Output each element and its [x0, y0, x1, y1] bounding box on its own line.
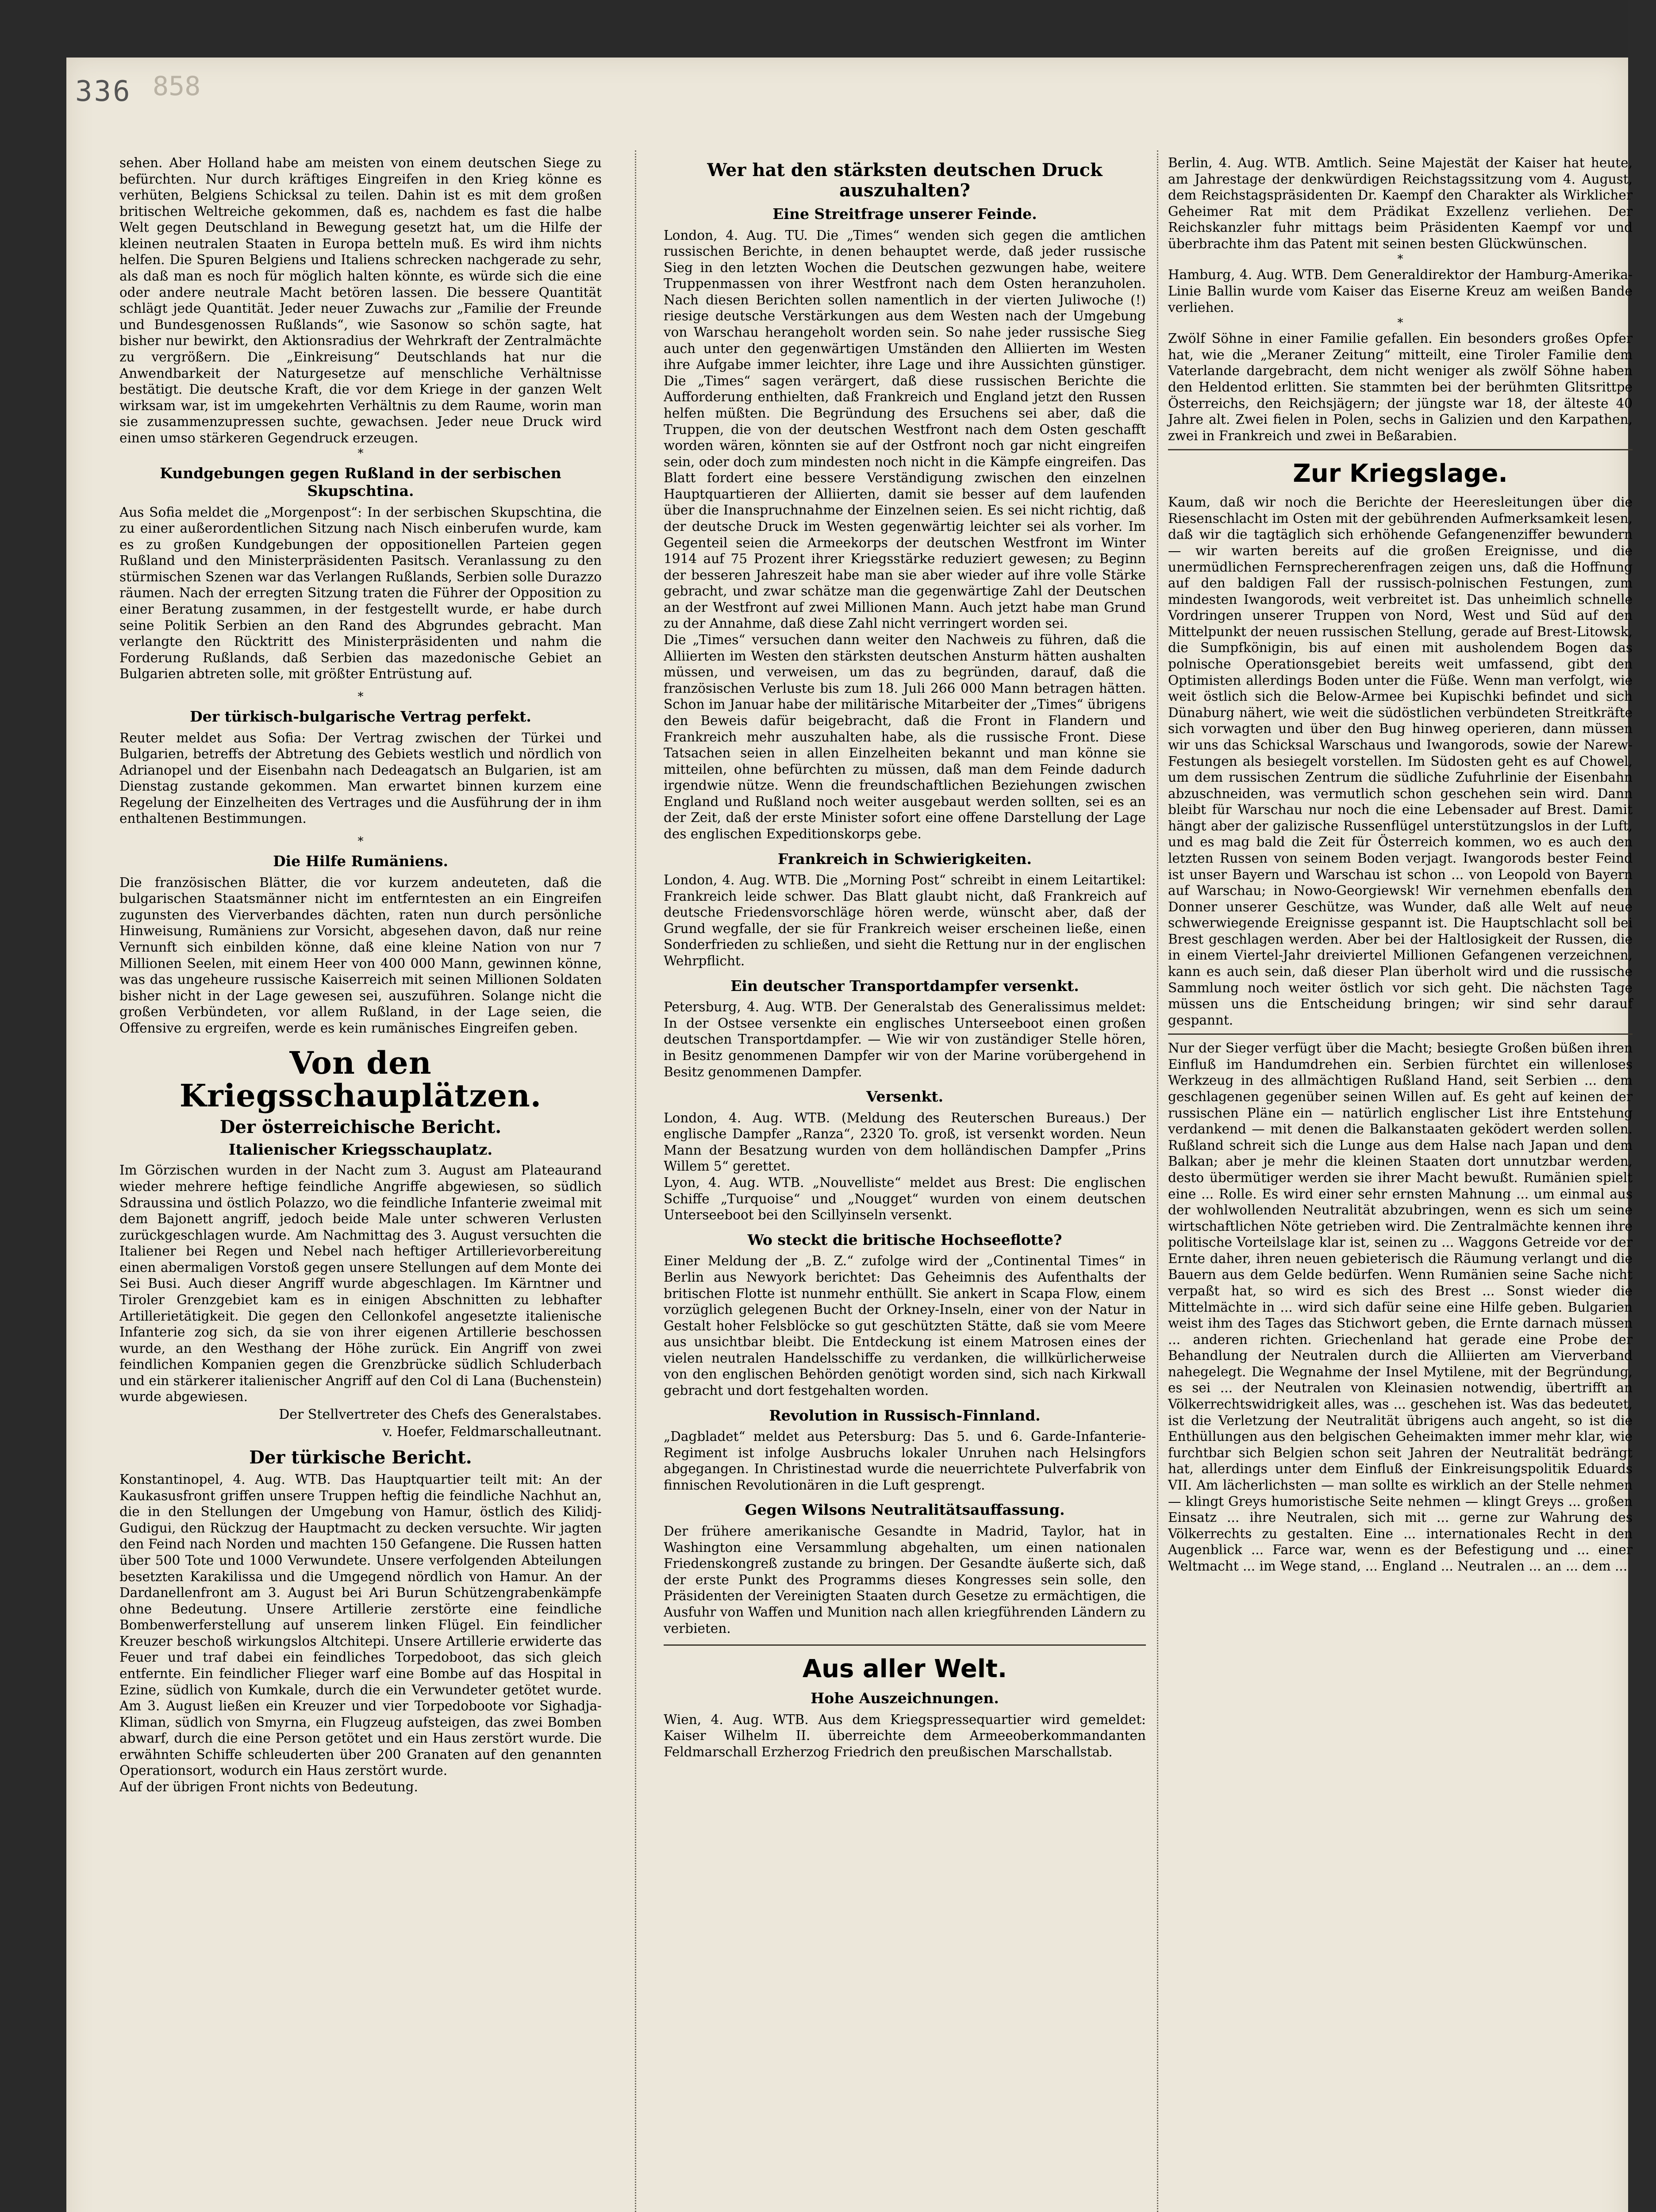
column-divider-2 [1157, 150, 1158, 2212]
intro-paragraph: sehen. Aber Holland habe am meisten von einem deutschen Siege zu befürchten. Nur durch kräftiges Eingreifen in den Krieg könne es verhüten, Belgiens Schicksal zu teilen. Dahin ist es mit dem großen britischen Weltreiche gekommen, daß es, nachdem es fast die halbe Welt gegen Deutschland in Bewegung gesetzt hat, um die Hilfe der kleinen neutralen Staaten in Europa betteln muß. Es wird ihm nichts helfen. Die Spuren Belgiens und Italiens schrecken nachgerade zu sehr, als daß man es noch für möglich halten könnte, es würde sich die eine oder andere neutrale Macht betören lassen. Die bessere Quantität schlägt jede Quantität. Jeder neuer Zuwachs zur „Familie der Freunde und Bundesgenossen Rußlands“, wie Sasonow so schön sagte, hat bisher nur bewirkt, den Aktionsradius der Wehrkraft der Zentralmächte zu vergrößern. Die „Einkreisung“ Deutschlands hat nur die Anwendbarkeit der Naturgesetze auf menschliche Verhältnisse bestätigt. Die deutsche Kraft, die vor dem Kriege in der ganzen Welt wirksam war, ist im umgekehrten Verhältnis zu dem Raume, worin man sie zusammenzupressen suchte, gewachsen. Jeder neue Druck wird einen umso stärkeren Gegendruck erzeugen. [119, 155, 602, 445]
article-body: Im Görzischen wurden in der Nacht zum 3. August am Plateaurand wieder mehrere heftige feindliche Angriffe abgewiesen, so südlich Sdraussina und östlich Polazzo, wo die feindliche Infanterie zweimal mit dem Bajonett angriff, jedoch beide Male unter schweren Verlusten zurückgeschlagen wurde. Am Nachmittag des 3. August versuchten die Italiener bei Regen und Nebel nach heftiger Artillerievorbereitung einen abermaligen Vorstoß gegen unsere Stellungen auf dem Monte dei Sei Busi. Auch dieser Angriff wurde abgeschlagen. Im Kärntner und Tiroler Grenzgebiet kam es in einigen Abschnitten zu lebhafter Artillerietätigkeit. Die gegen den Cellonkofel angesetzte italienische Infanterie zog sich, da sie von ihrer eigenen Artillerie beschossen wurde, an den Westhang der Höhe zurück. Ein Angriff von zwei feindlichen Kompanien gegen die Grenzbrücke südlich Schluderbach und ein stärkerer italienischer Angriff auf den Col di Lana (Buchenstein) wurde abgewiesen. [119, 1163, 602, 1405]
article-body: Aus Sofia meldet die „Morgenpost“: In der serbischen Skupschtina, die zu einer außerordentlichen Sitzung nach Nisch einberufen wurde, kam es zu großen Kundgebungen der oppositionellen Parteien gegen Rußland und den Ministerpräsidenten Pasitsch. Veranlassung zu den stürmischen Szenen war das Verlangen Rußlands, Serbien solle Durazzo räumen. Nach der erregten Sitzung traten die Führer der Opposition zu einer Beratung zusammen, in der festgestellt wurde, er habe durch seine Politik Serbien an den Rand des Abgrundes gebracht. Man verlangte den Rücktritt des Ministerpräsidenten und nahm die Forderung Rußlands, daß Serbien das mazedonische Gebiet an Bulgarien abtreten solle, mit größter Entrüstung auf. [119, 504, 602, 682]
article-heading: Der türkisch-bulgarische Vertrag perfekt. [190, 707, 531, 725]
article-body: London, 4. Aug. TU. Die „Times“ wenden sich gegen die amtlichen russischen Berichte, in denen behauptet werde, daß jeder russische Sieg in den letzten Wochen die Deutschen gezwungen habe, weitere Truppenmassen von ihrer Westfront nach dem Osten heranzuholen. Nach diesen Berichten sollen namentlich in der vierten Juliwoche (!) riesige deutsche Verstärkungen aus dem Westen nach der Umgebung von Warschau herangeholt worden sein. So nahe jeder russische Sieg auch unter den gegenwärtigen Umständen den Alliierten im Westen ihre Aufgabe immer leichter, ihre Lage und ihre Aussichten günstiger. Die „Times“ sagen verärgert, daß diese russischen Berichte die Aufforderung enthielten, daß Frankreich und England jetzt den Russen helfen müßten. Die Begründung des Ersuchens sei aber, daß die Truppen, die von der deutschen Westfront nach dem Osten geschafft worden wären, könnten sie auf der Ostfront noch gar nicht eingreifen sein, oder doch zum mindesten noch nicht in die Kämpfe eingreifen. Das Blatt fordert eine bessere Verständigung zwischen den einzelnen Hauptquartieren der Alliierten, damit sie besser auf dem laufenden über die Inanspruchnahme der Einzelnen seien. Es sei nicht richtig, daß der deutsche Druck im Westen gegenwärtig leichter sei als vorher. Im Gegenteil seien die Armeekorps der deutschen Westfront im Winter 1914 auf 75 Prozent ihrer Kriegsstärke reduziert gewesen; zu Beginn der besseren Jahreszeit habe man sie aber wieder auf ihre volle Stärke gebracht, und zwar schätze man die gegenwärtige Zahl der Deutschen an der Westfront auf zwei Millionen Mann. Auch jetzt habe man Grund zu der Annahme, daß diese Zahl nicht verringert worden sei. [664, 227, 1146, 631]
article-body: Die französischen Blätter, die vor kurzem andeuteten, daß die bulgarischen Staatsmänner nicht im entferntesten an ein Eingreifen zugunsten des Vierverbandes dächten, raten nun durch persönliche Hinweisung, Rumäniens zur Vorsicht, abgesehen davon, daß nur reine Vernunft sich einbilden könne, daß eine kleine Nation von nur 7 Millionen Seelen, mit einem Heer von 400 000 Mann, gewinnen könne, was das ungeheure russische Kaiserreich mit seinen Millionen Soldaten bisher nicht in der Lage gewesen sei, auszuführen. Solange nicht die großen Verbündeten, vor allem Rußland, in der Lage seien, die Offensive zu ergreifen, werde es kein rumänisches Eingreifen geben. [119, 875, 602, 1036]
article-subheading: Hohe Auszeichnungen. [811, 1690, 999, 1707]
divider [1168, 1033, 1633, 1035]
article-heading: Ein deutscher Transportdampfer versenkt. [730, 977, 1079, 995]
article-body: Konstantinopel, 4. Aug. WTB. Das Hauptquartier teilt mit: An der Kaukasusfront griffen unsere Truppen heftig die feindliche Nachhut an, die in den Stellungen der Umgebung von Hamur, östlich des Kilidj-Gudigui, den Rückzug der Hauptmacht zu decken versuchte. Wir jagten den Feind nach Norden und machten 150 Gefangene. Die Russen hatten über 500 Tote und 1000 Verwundete. Unsere verfolgenden Abteilungen besetzten Karakilissa und die Umgegend nördlich von Hamur. An der Dardanellenfront am 3. August bei Ari Burun Schützengrabenkämpfe ohne Bedeutung. Unsere Artillerie zerstörte eine feindliche Bombenwerferstellung auf unserem linken Flügel. Ein feindlicher Kreuzer beschoß wirkungslos Altchitepi. Unsere Artillerie erwiderte das Feuer und traf dabei ein feindliches Torpedoboot, das sich gleich entfernte. Ein feindlicher Flieger warf eine Bombe auf das Hospital in Ezine, südlich von Kumkale, durch die ein Verwundeter getötet wurde. Am 3. August ließen ein Kreuzer und vier Torpedoboote vor Sighadja-Kliman, südlich von Smyrna, ein Flugzeug aufsteigen, das zwei Bomben abwarf, durch die eine Person getötet und ein Haus zerstört wurde. Die erwähnten Schiffe schleuderten über 200 Granaten auf den genannten Operationsort, wodurch ein Haus zerstört wurde. [119, 1472, 602, 1778]
article-body: Der frühere amerikanische Gesandte in Madrid, Taylor, hat in Washington eine Versammlung abgehalten, um einen nationalen Friedenskongreß zustande zu bringen. Der Gesandte äußerte sich, daß der erste Punkt des Programms dieses Kongresses sein solle, den Präsidenten der Vereinigten Staaten durch Gesetze zu ermächtigen, die Ausfuhr von Waffen und Munition nach allen kriegführenden Ländern zu verbieten. [664, 1524, 1146, 1636]
article-heading: Revolution in Russisch-Finnland. [769, 1406, 1041, 1424]
article-aus-aller-welt [664, 1655, 1146, 1760]
column-divider-1 [635, 150, 636, 2212]
signature-line-1: Der Stellvertreter des Chefs des Generalstabes. [279, 1407, 602, 1423]
article-heading: Versenkt. [866, 1088, 944, 1106]
article-heading: Frankreich in Schwierigkeiten. [778, 850, 1032, 868]
section-heading-kriegslage: Zur Kriegslage. [1293, 459, 1508, 488]
section-heading-world: Aus aller Welt. [802, 1655, 1007, 1684]
article-body: Die „Times“ versuchen dann weiter den Nachweis zu führen, daß die Alliierten im Westen den stärksten deutschen Ansturm hätten aushalten müssen, und verweisen, um das zu begründen, darauf, daß die französischen Verluste bis zum 18. Juli 266 000 Mann betragen hätten. Schon im Januar habe der militärische Mitarbeiter der „Times“ übrigens den Beweis dafür beigebracht, daß die Front in Flandern und Frankreich mehr auszuhalten habe, als die russische Front. Diese Tatsachen seien in allen Einzelheiten bekannt und man könne sie mitteilen, ohne befürchten zu müssen, daß man dem Feinde dadurch irgendwie nütze. Wenn die freundschaftlichen Beziehungen zwischen England und Rußland noch weiter ausgebaut werden sollten, sei es an der Zeit, daß der erste Minister sofort eine offene Darstellung der Lage des englischen Expeditionskorps gebe. [664, 632, 1146, 841]
article-turkish-report [119, 1448, 602, 1795]
column-1: sehen. Aber Holland habe am meisten von einem deutschen Siege zu befürchten. Nur durch kräftiges Eingreifen in den Krieg könne es verhüten, Belgiens Schicksal zu teilen. Dahin ist es mit dem großen britischen Weltreiche gekommen, daß es, nachdem es fast die halbe Welt gegen Deutschland in Bewegung gesetzt hat, um die Hilfe der kleinen neutralen Staaten in Europa betteln muß. Es wird ihm nichts helfen. Die Spuren Belgiens und Italiens schrecken nachgerade zu sehr, als daß man es noch für möglich halten könnte, es würde sich die eine oder andere neutrale Macht betören lassen. Die bessere Quantität schlägt jede Quantität. Jeder neuer Zuwachs zur „Familie der Freunde und Bundesgenossen Rußlands“, wie Sasonow so schön sagte, hat bisher nur bewirkt, den Aktionsradius der Wehrkraft der Zentralmächte zu vergrößern. Die „Einkreisung“ Deutschlands hat nur die Anwendbarkeit der Naturgesetze auf menschliche Verhältnisse bestätigt. Die deutsche Kraft, die vor dem Kriege in der ganzen Welt wirksam war, ist im umgekehrten Verhältnis zu dem Raume, worin man sie zusammenzupressen suchte, gewachsen. Jeder neue Druck wird einen umso stärkeren Gegendruck erzeugen. * Kundgebungen gegen Rußland in der serbischen Skupschtina. Aus Sofia meldet die „Morgenpost“: In der serbischen Skupschtina, die zu einer außerordentlichen Sitzung nach Nisch einberufen wurde, kam es zu großen Kundgebungen der oppositionellen Parteien gegen Rußland und den Ministerpräsidenten Pasitsch. Veranlassung zu den stürmischen Szenen war das Verlangen Rußlands, Serbien solle Durazzo räumen. Nach der erregten Sitzung traten die Führer der Opposition zu einer Beratung zusammen, in der festgestellt wurde, er habe durch seine Politik Serbien an den Rand des Abgrundes gebracht. Man verlangte den Rücktritt des Ministerpräsidenten und nahm die Forderung Rußlands, daß Serbien das mazedonische Gebiet an Bulgarien abtreten solle, mit größter Entrüstung auf. * Der türkisch-bulgarische Vertrag perfekt. Reuter meldet aus Sofia: Der Vertrag zwischen der Türkei und Bulgarien, betreffs der Abtretung des Gebiets westlich und nördlich von Adrianopel und der Eisenbahn nach Dedeagatsch an Bulgarien, ist am Dienstag zustande gekommen. Man erwartet binnen kurzem eine Regelung der Einzelheiten des Vertrages und die Ausführung der in ihm enthaltenen Bestimmungen. * Die Hilfe Rumäniens. Die französischen Blätter, die vor kurzem andeuteten, daß die bulgarischen Staatsmänner nicht im entferntesten an ein Eingreifen zugunsten des Vierverbandes dächten, raten nun durch persönliche Hinweisung, Rumäniens zur Vorsicht, abgesehen davon, daß nur reine Vernunft sich einbilden könne, daß eine kleine Nation von nur 7 Millionen Seelen, mit einem Heer von 400 000 Mann, gewinnen könne, was das ungeheure russische Kaiserreich mit seinen Millionen Soldaten bisher nicht in der Lage gewesen sei, auszuführen. Solange nicht die großen Verbündeten, vor allem Rußland, in der Lage seien, die Offensive zu ergreifen, werde es kein rumänisches Eingreifen geben. Von den Kriegsschauplätzen. Der österreichische Bericht. Italienischer Kriegsschauplatz. Im Görzischen wurden in der Nacht zum 3. August am Plateaurand wieder mehrere heftige feindliche Angriffe abgewiesen, so südlich Sdraussina und östlich Polazzo, wo die feindliche Infanterie zweimal mit dem Bajonett angriff, jedoch beide Male unter schweren Verlusten zurückgeschlagen wurde. Am Nachmittag des 3. August versuchten die Italiener bei Regen und Nebel nach heftiger Artillerievorbereitung einen abermaligen Vorstoß gegen unsere Stellungen auf dem Monte dei Sei Busi. Auch dieser Angriff wurde abgeschlagen. Im Kärntner und Tiroler Grenzgebiet kam es in einigen Abschnitten zu lebhafter Artillerietätigkeit. Die gegen den Cellonkofel angesetzte italienische Infanterie zog sich, da sie von ihrer eigenen Artillerie beschossen wurde, an den Westhang der Höhe zurück. Ein Angriff von zwei feindlichen Kompanien gegen die Grenzbrücke südlich Schluderbach und ein stärkerer italienischer Angriff auf den Col di Lana (Buchenstein) wurde abgewiesen. Der Stellvertreter des Chefs des Generalstabes. v. Hoefer, Feldmarschalleutnant. Der türkische Bericht. Konstantinopel, 4. Aug. WTB. Das Hauptquartier teilt mit: An der Kaukasusfront griffen unsere Truppen heftig die feindliche Nachhut an, die in den Stellungen der Umgebung von Hamur, östlich des Kilidj-Gudigui, den Rückzug der Hauptmacht zu decken versuchte. Wir jagten den Feind nach Norden und machten 150 Gefangene. Die Russen hatten über 500 Tote und 1000 Verwundete. Unsere verfolgenden Abteilungen besetzten Karakilissa und die Umgegend nördlich von Hamur. An der Dardanellenfront am 3. August bei Ari Burun Schützengrabenkämpfe ohne Bedeutung. Unsere Artillerie zerstörte eine feindliche Bombenwerferstellung auf unserem linken Flügel. Ein feindlicher Kreuzer beschoß wirkungslos Altchitepi. Unsere Artillerie erwiderte das Feuer und traf dabei ein feindliches Torpedoboot, das sich gleich entfernte. Ein feindlicher Flieger warf eine Bombe auf das Hospital in Ezine, südlich von Kumkale, durch die ein Verwundeter getötet wurde. Am 3. August ließen ein Kreuzer und vier Torpedoboote vor Sighadja-Kliman, südlich von Smyrna, ein Flugzeug aufsteigen, das zwei Bomben abwarf, durch die eine Person getötet und ein Haus zerstört wurde. Die erwähnten Schiffe schleuderten über 200 Granaten auf den genannten Operationsort, wodurch ein Haus zerstört wurde. Auf der übrigen Front nichts von Bedeutung. [119, 155, 602, 1795]
page-number: 336 [75, 75, 132, 108]
news-item-zwoelf-soehne: Zwölf Söhne in einer Familie gefallen. Ein besonders großes Opfer hat, wie die „Meraner Zeitung“ mitteilt, eine Tiroler Familie dem Vaterlande dargebracht, dem nicht weniger als zwölf Söhne haben den Heldentod erlitten. Sie stammten bei der berühmten Glitsrittpe Österreichs, den Reichsjägern; der jüngste war 18, der älteste 40 Jahre alt. Zwei fielen in Polen, sechs in Galizien und den Karpathen, zwei in Frankreich und zwei in Beßarabien. [1168, 331, 1633, 443]
article-austrian-report [119, 1117, 602, 1440]
page-binding [0, 0, 66, 2212]
article-body: Kaum, daß wir noch die Berichte der Heeresleitungen über die Riesenschlacht im Osten mit der gebührenden Aufmerksamkeit lesen, daß wir die tagtäglich sich erhöhende Gefangenenziffer bewundern — wir warten bereits auf die großen Ereignisse, und die unermüdlichen Fernsprecherenfragen zeigen uns, daß die Hoffnung auf den baldigen Fall der russisch-polnischen Festungen, zum mindesten Iwangorods, weit verbreitet ist. Das unheimlich schnelle Vordringen unserer Truppen von Nord, West und Süd auf den Mittelpunkt der neuen russischen Stellung, gerade auf Brest-Litowsk, die Sumpfkönigin, bis auf einen mit ausholendem Bogen das polnische Operationsgebiet bereits weit umfassend, gibt den Optimisten allerdings Boden unter die Füße. Wenn man verfolgt, wie weit östlich sich die Below-Armee bei Kupischki befindet und sich Dünaburg nähert, wie weit die südöstlichen verbündeten Streitkräfte sich vorwagten und über den Bug hinweg operieren, dann müssen wir uns das Schicksal Warschaus und Iwangorods, sowie der Narew-Festungen als besiegelt vorstellen. Im Südosten geht es auf Chowel, um dem russischen Zentrum die südliche Zufuhrlinie der Eisenbahn abzuschneiden, was vermutlich schon geschehen sein wird. Dann bleibt für Warschau nur noch die eine Lebensader auf Brest. Damit hängt aber der galizische Russenflügel unterstützungslos in der Luft, und es mag bald die Zeit für Österreich kommen, wo es auch den letzten Russen von seinem Boden verjagt. Iwangorods bester Feind ist unser Bayern und Warschau ist schon ... von Leopold von Bayern auf Warschau; in Nowo-Georgiewsk! Wir vernehmen ebenfalls den Donner unserer Geschütze, was Wunder, daß alle Welt auf neue schwerwiegende Ereignisse gespannt ist. Die Hauptschlacht soll bei Brest geschlagen werden. Aber bei der Haltlosigkeit der Russen, die in einem Viertel-Jahr dreiviertel Millionen Gefangenen verzeichnen, kann es auch sein, daß dieser Plan überholt wird und die russische Sammlung noch weiter östlich vor sich geht. Die nächsten Tage müssen uns die Entscheidung bringen; wir sind sehr darauf gespannt. [1168, 495, 1633, 1028]
article-heading: Die Hilfe Rumäniens. [273, 853, 448, 870]
article-body: Petersburg, 4. Aug. WTB. Der Generalstab des Generalissimus meldet: In der Ostsee versenkte ein englisches Unterseeboot einen großen deutschen Transportdampfer. — Wie wir von zuständiger Stelle hören, in Besitz genommenen Dampfer wir von der Marine vorübergehend in Besitz genommenen Dampfer. [664, 999, 1146, 1079]
article-body: Einer Meldung der „B. Z.“ zufolge wird der „Continental Times“ in Berlin aus Newyork berichtet: Das Geheimnis des Aufenthalts der britischen Flotte ist nunmehr enthüllt. Sie ankert in Scapa Flow, einem vorzüglich gelegenen Bucht der Orkney-Inseln, einer von der Natur in Gestalt hoher Felsblöcke so gut geschützten Stätte, daß sie vom Meere aus unsichtbar bleibt. Die Entdeckung ist einem Matrosen eines der vielen neutralen Handelsschiffe zu verdanken, die willkürlicherweise von den englischen Behörden genötigt worden sind, sich nach Kirkwall gebracht und dort festgehalten worden. [664, 1253, 1146, 1398]
column-2 [664, 155, 1146, 1768]
article-heading: Kundgebungen gegen Rußland in der serbischen Skupschtina. [160, 465, 561, 499]
article-subheading: Eine Streitfrage unserer Feinde. [772, 205, 1037, 223]
news-item-berlin: Berlin, 4. Aug. WTB. Amtlich. Seine Majestät der Kaiser hat heute, am Jahrestage der denkwürdigen Reichstagssitzung vom 4. August, dem Reichstagspräsidenten Dr. Kaempf den Charakter als Wirklicher Geheimer Rat mit dem Prädikat Exzellenz verliehen. Der Reichskanzler fuhr mittags beim Präsidenten Kaempf vor und überbrachte ihm das Patent mit seinen besten Glückwünschen. [1168, 155, 1633, 251]
article-body: London, 4. Aug. WTB. (Meldung des Reuterschen Bureaus.) Der englische Dampfer „Ranza“, 2320 To. groß, ist versenkt worden. Neun Mann der Besatzung wurden von dem holländischen Dampfer „Prins Willem 5“ gerettet. [664, 1110, 1146, 1174]
article-body: London, 4. Aug. WTB. Die „Morning Post“ schreibt in einem Leitartikel: Frankreich leide schwer. Das Blatt glaubt nicht, daß Frankreich auf deutsche Friedensvorschläge hören werde, wünscht aber, daß der Grund wegfalle, der sie für Frankreich weiser erscheinen ließe, einen Sonderfrieden zu schließen, und sieht die Rettung nur in der englischen Wehrpflicht. [664, 872, 1146, 969]
article-heading: Der österreichische Bericht. [219, 1117, 502, 1138]
article-body: Reuter meldet aus Sofia: Der Vertrag zwischen der Türkei und Bulgarien, betreffs der Abtretung des Gebiets westlich und nördlich von Adrianopel und der Eisenbahn nach Dedeagatsch an Bulgarien, ist am Dienstag zustande gekommen. Man erwartet binnen kurzem eine Regelung der Einzelheiten des Vertrages und die Ausführung der in ihm enthaltenen Bestimmungen. [119, 730, 602, 826]
article-wilson [664, 1501, 1146, 1636]
article-heading: Wer hat den stärksten deutschen Druck auszuhalten? [707, 160, 1103, 201]
news-item-hamburg: Hamburg, 4. Aug. WTB. Dem Generaldirektor der Hamburg-Amerika-Linie Ballin wurde vom Kaiser das Eiserne Kreuz am weißen Bande verliehen. [1168, 267, 1633, 315]
signature-line-2: v. Hoefer, Feldmarschalleutnant. [382, 1424, 602, 1440]
divider [664, 1644, 1146, 1646]
article-revolution [664, 1407, 1146, 1494]
article-body: Nur der Sieger verfügt über die Macht; besiegte Großen büßen ihren Einfluß im Handumdrehen ein. Serbien fürchtet ein willenloses Werkzeug in des allmächtigen Rußland Hand, seit Serbien ... dem geschlagenen gegenüber seinen Willen auf. Es geht auf keinen der russischen Pläne ein — natürlich englischer List ihre Entstehung verdankend — mit denen die Balkanstaaten geködert werden sollen. Rußland schreit sich die Lunge aus dem Halse nach Japan und dem Balkan; aber je mehr die kleinen Staaten dort unnutzbar werden, desto übermütiger werden sie ihrer Macht bewußt. Rumänien spielt eine ... Rolle. Es wird einer sehr ernsten Mahnung ... um einmal aus der wohlwollenden Neutralität abzubringen, wenn es sich um seine wirtschaftlichen Nöte getrieben wird. Die Zentralmächte kennen ihre politische Vorteilslage klar ist, seinen zu ... Waggons Getreide vor der Ernte daher, ihren neuen gebieterisch die Räumung verlangt und die Bauern aus dem Gelde bedürfen. Wenn Rumänien seine Sache nicht verpaßt hat, so wird es sich des Brest ... Sonst wieder die Mittelmächte in ... wird sich dafür seine eine Hilfe geben. Bulgarien weist ihm des Tages das Stichwort geben, die Ernte darnach müssen ... anderen richten. Griechenland hat gerade eine Probe der Behandlung der Neutralen durch die Alliierten am Vierverband nahegelegt. Die Wegnahme der Insel Mytilene, mit der Begründung, es sei ... der Neutralen von Kleinasien notwendig, übertrifft an Völkerrechtswidrigkeit alles, was ... geschehen ist. Was das bedeutet, ist die Verletzung der Neutralität übrigens auch angeht, so ist die Enthüllungen aus den belgischen Geheimakten immer mehr klar, wie furchtbar sich Belgien schon seit Jahren der Neutralität bedrängt hat, allerdings unter dem Einfluß der Einkreisungspolitik Eduards VII. Am lächerlichsten — man sollte es wirklich an der Stelle nehmen — klingt Greys humoristische Seite nehmen — klingt Greys ... großen Einsatz ... ihre Neutralen, sich mit ... gerne zur Wahrung des Völkerrechts zu gestalten. Eine ... internationales Recht in den Augenblick ... Farce war, wenn es der Befestigung und ... einer Weltmacht ... im Wege stand, ... England ... Neutralen ... an ... dem ... [1168, 1041, 1633, 1574]
pencil-mark: 858 [153, 71, 201, 102]
article-rumaenien [119, 853, 602, 1036]
article-subheading: Italienischer Kriegsschauplatz. [228, 1141, 493, 1159]
article-druck [664, 160, 1146, 842]
article-frankreich [664, 850, 1146, 969]
article-versenkt [664, 1088, 1146, 1223]
article-flotte [664, 1231, 1146, 1399]
article-heading: Der türkische Bericht. [249, 1447, 472, 1468]
article-skupschtina [119, 465, 602, 682]
article-body: „Dagbladet“ meldet aus Petersburg: Das 5. und 6. Garde-Infanterie-Regiment ist infolge Ausbruchs lokaler Unruhen nach Helsingfors abgegangen. In Christinestad wurde die neuerrichtete Pulverfabrik von finnischen Revolutionären in die Luft gesprengt. [664, 1429, 1146, 1493]
article-end: Auf der übrigen Front nichts von Bedeutung. [119, 1779, 418, 1795]
article-body: Lyon, 4. Aug. WTB. „Nouvelliste“ meldet aus Brest: Die englischen Schiffe „Turquoise“ und „Nougget“ wurden von einem deutschen Unterseeboot bei den Scillyinseln versenkt. [664, 1175, 1146, 1223]
article-body: Wien, 4. Aug. WTB. Aus dem Kriegspressequartier wird gemeldet: Kaiser Wilhelm II. überreichte dem Armeeoberkommandanten Feldmarschall Erzherzog Friedrich den preußischen Marschallstab. [664, 1712, 1146, 1759]
divider [1168, 449, 1633, 450]
article-transport [664, 977, 1146, 1080]
article-heading: Gegen Wilsons Neutralitätsauffassung. [745, 1501, 1065, 1519]
article-vertrag [119, 708, 602, 827]
article-heading: Wo steckt die britische Hochseeflotte? [747, 1231, 1062, 1248]
section-heading-war: Von den Kriegsschauplätzen. [179, 1045, 542, 1114]
column-3: Berlin, 4. Aug. WTB. Amtlich. Seine Majestät der Kaiser hat heute, am Jahrestage der denkwürdigen Reichstagssitzung vom 4. August, dem Reichstagspräsidenten Dr. Kaempf den Charakter als Wirklicher Geheimer Rat mit dem Prädikat Exzellenz verliehen. Der Reichskanzler fuhr mittags beim Präsidenten Kaempf vor und überbrachte ihm das Patent mit seinen besten Glückwünschen. * Hamburg, 4. Aug. WTB. Dem Generaldirektor der Hamburg-Amerika-Linie Ballin wurde vom Kaiser das Eiserne Kreuz am weißen Bande verliehen. * Zwölf Söhne in einer Familie gefallen. Ein besonders großes Opfer hat, wie die „Meraner Zeitung“ mitteilt, eine Tiroler Familie dem Vaterlande dargebracht, dem nicht weniger als zwölf Söhne haben den Heldentod erlitten. Sie stammten bei der berühmten Glitsrittpe Österreichs, den Reichsjägern; der jüngste war 18, der älteste 40 Jahre alt. Zwei fielen in Polen, sechs in Galizien und den Karpathen, zwei in Frankreich und zwei in Beßarabien. Zur Kriegslage. Kaum, daß wir noch die Berichte der Heeresleitungen über die Riesenschlacht im Osten mit der gebührenden Aufmerksamkeit lesen, daß wir die tagtäglich sich erhöhende Gefangenenziffer bewundern — wir warten bereits auf die großen Ereignisse, und die unermüdlichen Fernsprecherenfragen zeigen uns, daß die Hoffnung auf den baldigen Fall der russisch-polnischen Festungen, zum mindesten Iwangorods, weit verbreitet ist. Das unheimlich schnelle Vordringen unserer Truppen von Nord, West und Süd auf den Mittelpunkt der neuen russischen Stellung, gerade auf Brest-Litowsk, die Sumpfkönigin, bis auf einen mit ausholendem Bogen das polnische Operationsgebiet bereits weit umfassend, gibt den Optimisten allerdings Boden unter die Füße. Wenn man verfolgt, wie weit östlich sich die Below-Armee bei Kupischki befindet und sich Dünaburg nähert, wie weit die südöstlichen verbündeten Streitkräfte sich vorwagten und über den Bug hinweg operieren, dann müssen wir uns das Schicksal Warschaus und Iwangorods, sowie der Narew-Festungen als besiegelt vorstellen. Im Südosten geht es auf Chowel, um dem russischen Zentrum die südliche Zufuhrlinie der Eisenbahn abzuschneiden, was vermutlich schon geschehen sein wird. Dann bleibt für Warschau nur noch die eine Lebensader auf Brest. Damit hängt aber der galizische Russenflügel unterstützungslos in der Luft, und es mag bald die Zeit für Österreich kommen, wo es auch den letzten Russen von seinem Boden verjagt. Iwangorods bester Feind ist unser Bayern und Warschau ist schon ... von Leopold von Bayern auf Warschau; in Nowo-Georgiewsk! Wir vernehmen ebenfalls den Donner unserer Geschütze, was Wunder, daß alle Welt auf neue schwerwiegende Ereignisse gespannt ist. Die Hauptschlacht soll bei Brest geschlagen werden. Aber bei der Haltlosigkeit der Russen, die in einem Viertel-Jahr dreiviertel Millionen Gefangenen verzeichnen, kann es auch sein, daß dieser Plan überholt wird und die russische Sammlung noch weiter östlich vor sich geht. Die nächsten Tage müssen uns die Entscheidung bringen; wir sind sehr darauf gespannt. Nur der Sieger verfügt über die Macht; besiegte Großen büßen ihren Einfluß im Handumdrehen ein. Serbien fürchtet ein willenloses Werkzeug in des allmächtigen Rußland Hand, seit Serbien ... dem geschlagenen gegenüber seinen Willen auf. Es geht auf keinen der russischen Pläne ein — natürlich englischer List ihre Entstehung verdankend — mit denen die Balkanstaaten geködert werden sollen. Rußland schreit sich die Lunge aus dem Halse nach Japan und dem Balkan; aber je mehr die kleinen Staaten dort unnutzbar werden, desto übermütiger werden sie ihrer Macht bewußt. Rumänien spielt eine ... Rolle. Es wird einer sehr ernsten Mahnung ... um einmal aus der wohlwollenden Neutralität abzubringen, wenn es sich um seine wirtschaftlichen Nöte getrieben wird. Die Zentralmächte kennen ihre politische Vorteilslage klar ist, seinen zu ... Waggons Getreide vor der Ernte daher, ihren neuen gebieterisch die Räumung verlangt und die Bauern aus dem Gelde bedürfen. Wenn Rumänien seine Sache nicht verpaßt hat, so wird es sich des Brest ... Sonst wieder die Mittelmächte in ... wird sich dafür seine eine Hilfe geben. Bulgarien weist ihm des Tages das Stichwort geben, die Ernte darnach müssen ... anderen richten. Griechenland hat gerade eine Probe der Behandlung der Neutralen durch die Alliierten am Vierverband nahegelegt. Die Wegnahme der Insel Mytilene, mit der Begründung, es sei ... der Neutralen von Kleinasien notwendig, übertrifft an Völkerrechtswidrigkeit alles, was ... geschehen ist. Was das bedeutet, ist die Verletzung der Neutralität übrigens auch angeht, so ist die Enthüllungen aus den belgischen Geheimakten immer mehr klar, wie furchtbar sich Belgien schon seit Jahren der Neutralität bedrängt hat, allerdings unter dem Einfluß der Einkreisungspolitik Eduards VII. Am lächerlichsten — man sollte es wirklich an der Stelle nehmen — klingt Greys humoristische Seite nehmen — klingt Greys ... großen Einsatz ... ihre Neutralen, sich mit ... gerne zur Wahrung des Völkerrechts zu gestalten. Eine ... internationales Recht in den Augenblick ... Farce war, wenn es der Befestigung und ... einer Weltmacht ... im Wege stand, ... England ... Neutralen ... an ... dem ... [1168, 155, 1633, 1574]
